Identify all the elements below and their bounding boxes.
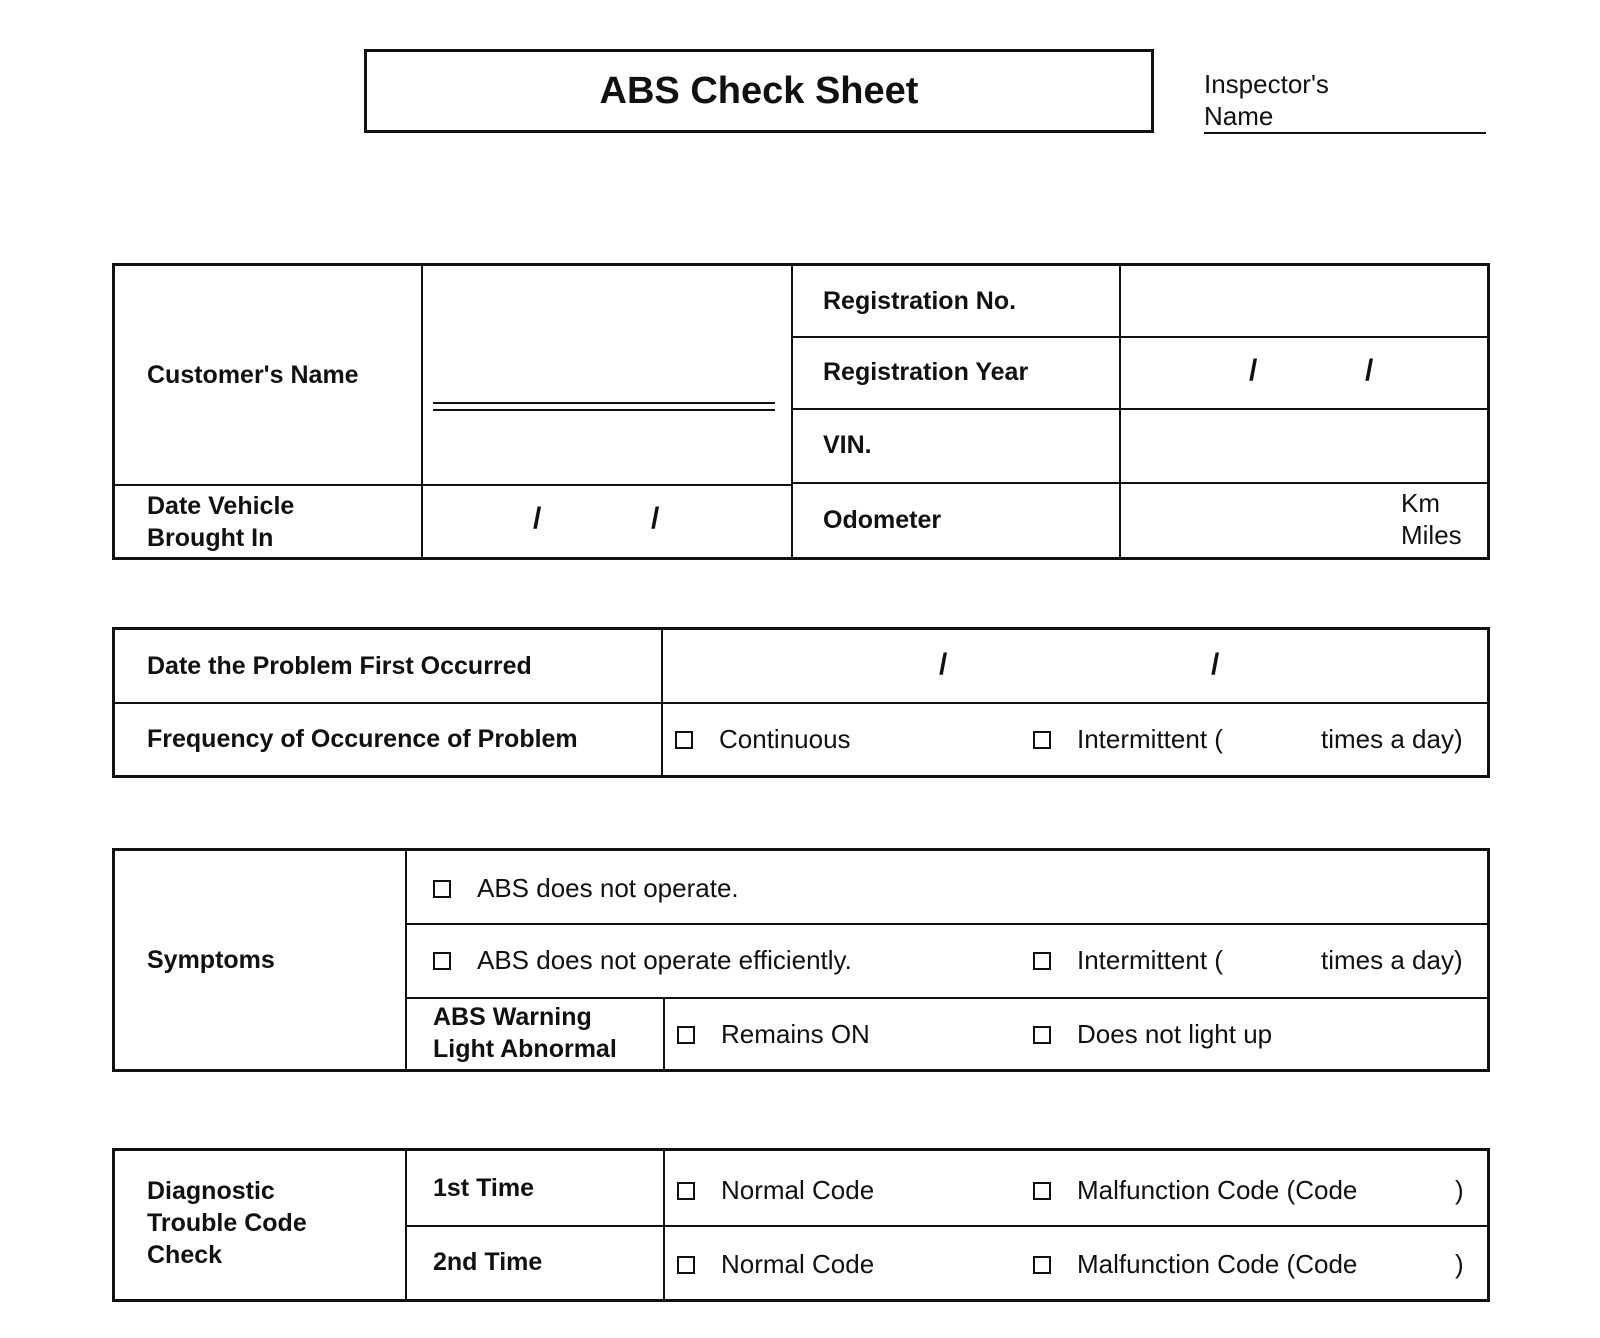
warning-light-label-line2: Light Abnormal — [433, 1035, 617, 1063]
normal-code-label: Normal Code — [721, 1249, 875, 1279]
problem-occurrence-table — [112, 627, 1490, 778]
symptoms-label: Symptoms — [147, 946, 275, 974]
normal-code-label: Normal Code — [721, 1175, 875, 1205]
registration-no-field[interactable] — [1119, 266, 1487, 336]
frequency-label: Frequency of Occurence of Problem — [147, 724, 578, 753]
abs-not-efficient-label: ABS does not operate efficiently. — [477, 945, 852, 975]
warning-light-options — [663, 997, 1487, 1069]
miles-unit: Miles — [1401, 520, 1462, 550]
first-malfunction-code-checkbox[interactable] — [1033, 1175, 1357, 1206]
checkbox-icon — [677, 1026, 695, 1044]
dtc-label-line2: Trouble Code — [147, 1209, 307, 1237]
inspector-name-field[interactable] — [1204, 68, 1486, 134]
second-time-options — [663, 1225, 1487, 1299]
intermittent-label: Intermittent ( — [1077, 724, 1223, 754]
symptom-intermittent-label: Intermittent ( — [1077, 945, 1223, 975]
page-title: ABS Check Sheet — [364, 49, 1154, 133]
not-light-up-checkbox[interactable] — [1033, 1019, 1272, 1050]
odometer-field[interactable] — [1119, 482, 1487, 557]
second-normal-code-checkbox[interactable] — [677, 1249, 874, 1280]
checkbox-icon — [675, 731, 693, 749]
date-separator: / — [651, 502, 660, 535]
abs-not-operate-checkbox[interactable] — [433, 873, 739, 904]
symptom-intermittent-checkbox[interactable] — [1033, 945, 1223, 976]
checkbox-icon — [433, 880, 451, 898]
first-occurred-label: Date the Problem First Occurred — [147, 652, 532, 680]
intermittent-checkbox[interactable] — [1033, 724, 1223, 755]
registration-year-field[interactable] — [1119, 336, 1487, 408]
malfunction-code-label: Malfunction Code (Code — [1077, 1175, 1358, 1205]
close-paren: ) — [1455, 1249, 1464, 1279]
dtc-label-line3: Check — [147, 1241, 223, 1269]
first-normal-code-checkbox[interactable] — [677, 1175, 874, 1206]
vin-field[interactable] — [1119, 408, 1487, 482]
malfunction-code-label: Malfunction Code (Code — [1077, 1249, 1358, 1279]
checkbox-icon — [433, 952, 451, 970]
inspector-label-line2: Name — [1204, 101, 1274, 131]
date-brought-in-label — [115, 484, 421, 557]
checkbox-icon — [1033, 1026, 1051, 1044]
first-occurred-field[interactable] — [661, 630, 1487, 702]
remains-on-checkbox[interactable] — [677, 1019, 870, 1050]
date-separator: / — [1249, 354, 1258, 387]
checkbox-icon — [677, 1256, 695, 1274]
checkbox-icon — [1033, 952, 1051, 970]
date-brought-in-field[interactable] — [421, 484, 791, 557]
checkbox-icon — [1033, 1182, 1051, 1200]
customer-name-label: Customer's Name — [147, 361, 359, 389]
symptom-row-2 — [405, 923, 1487, 997]
abs-not-operate-label: ABS does not operate. — [477, 873, 739, 903]
warning-light-label-line1: ABS Warning — [433, 1003, 592, 1031]
close-paren: ) — [1455, 1175, 1464, 1205]
abs-not-efficient-checkbox[interactable] — [433, 945, 852, 976]
inspector-label-line1: Inspector's — [1204, 69, 1329, 99]
date-separator: / — [533, 502, 542, 535]
odometer-label: Odometer — [823, 505, 942, 534]
first-time-label: 1st Time — [433, 1174, 534, 1202]
checkbox-icon — [1033, 1256, 1051, 1274]
dtc-label — [115, 1151, 405, 1299]
date-brought-in-label-line2: Brought In — [147, 524, 274, 552]
continuous-checkbox[interactable] — [675, 724, 851, 755]
dtc-label-line1: Diagnostic — [147, 1177, 275, 1205]
date-separator: / — [1365, 354, 1374, 387]
registration-no-label: Registration No. — [823, 287, 1017, 315]
not-light-up-label: Does not light up — [1077, 1019, 1273, 1049]
continuous-label: Continuous — [719, 724, 851, 754]
frequency-options — [661, 702, 1487, 775]
date-separator: / — [939, 648, 948, 681]
times-a-day-label: times a day) — [1321, 724, 1463, 754]
symptom-row-1 — [405, 851, 1487, 923]
vin-label: VIN. — [823, 431, 872, 459]
symptom-times-a-day-label: times a day) — [1321, 945, 1463, 975]
first-time-options — [663, 1151, 1487, 1225]
date-brought-in-label-line1: Date Vehicle — [147, 492, 295, 520]
checkbox-icon — [1033, 731, 1051, 749]
vehicle-info-table — [112, 263, 1490, 560]
km-unit: Km — [1401, 488, 1440, 518]
second-malfunction-code-checkbox[interactable] — [1033, 1249, 1357, 1280]
remains-on-label: Remains ON — [721, 1019, 870, 1049]
second-time-label: 2nd Time — [433, 1248, 543, 1276]
checkbox-icon — [677, 1182, 695, 1200]
customer-name-field[interactable] — [421, 266, 791, 484]
symptoms-table — [112, 848, 1490, 1072]
registration-year-label: Registration Year — [823, 358, 1029, 386]
dtc-check-table — [112, 1148, 1490, 1302]
date-separator: / — [1211, 648, 1220, 681]
warning-light-label — [405, 997, 663, 1069]
